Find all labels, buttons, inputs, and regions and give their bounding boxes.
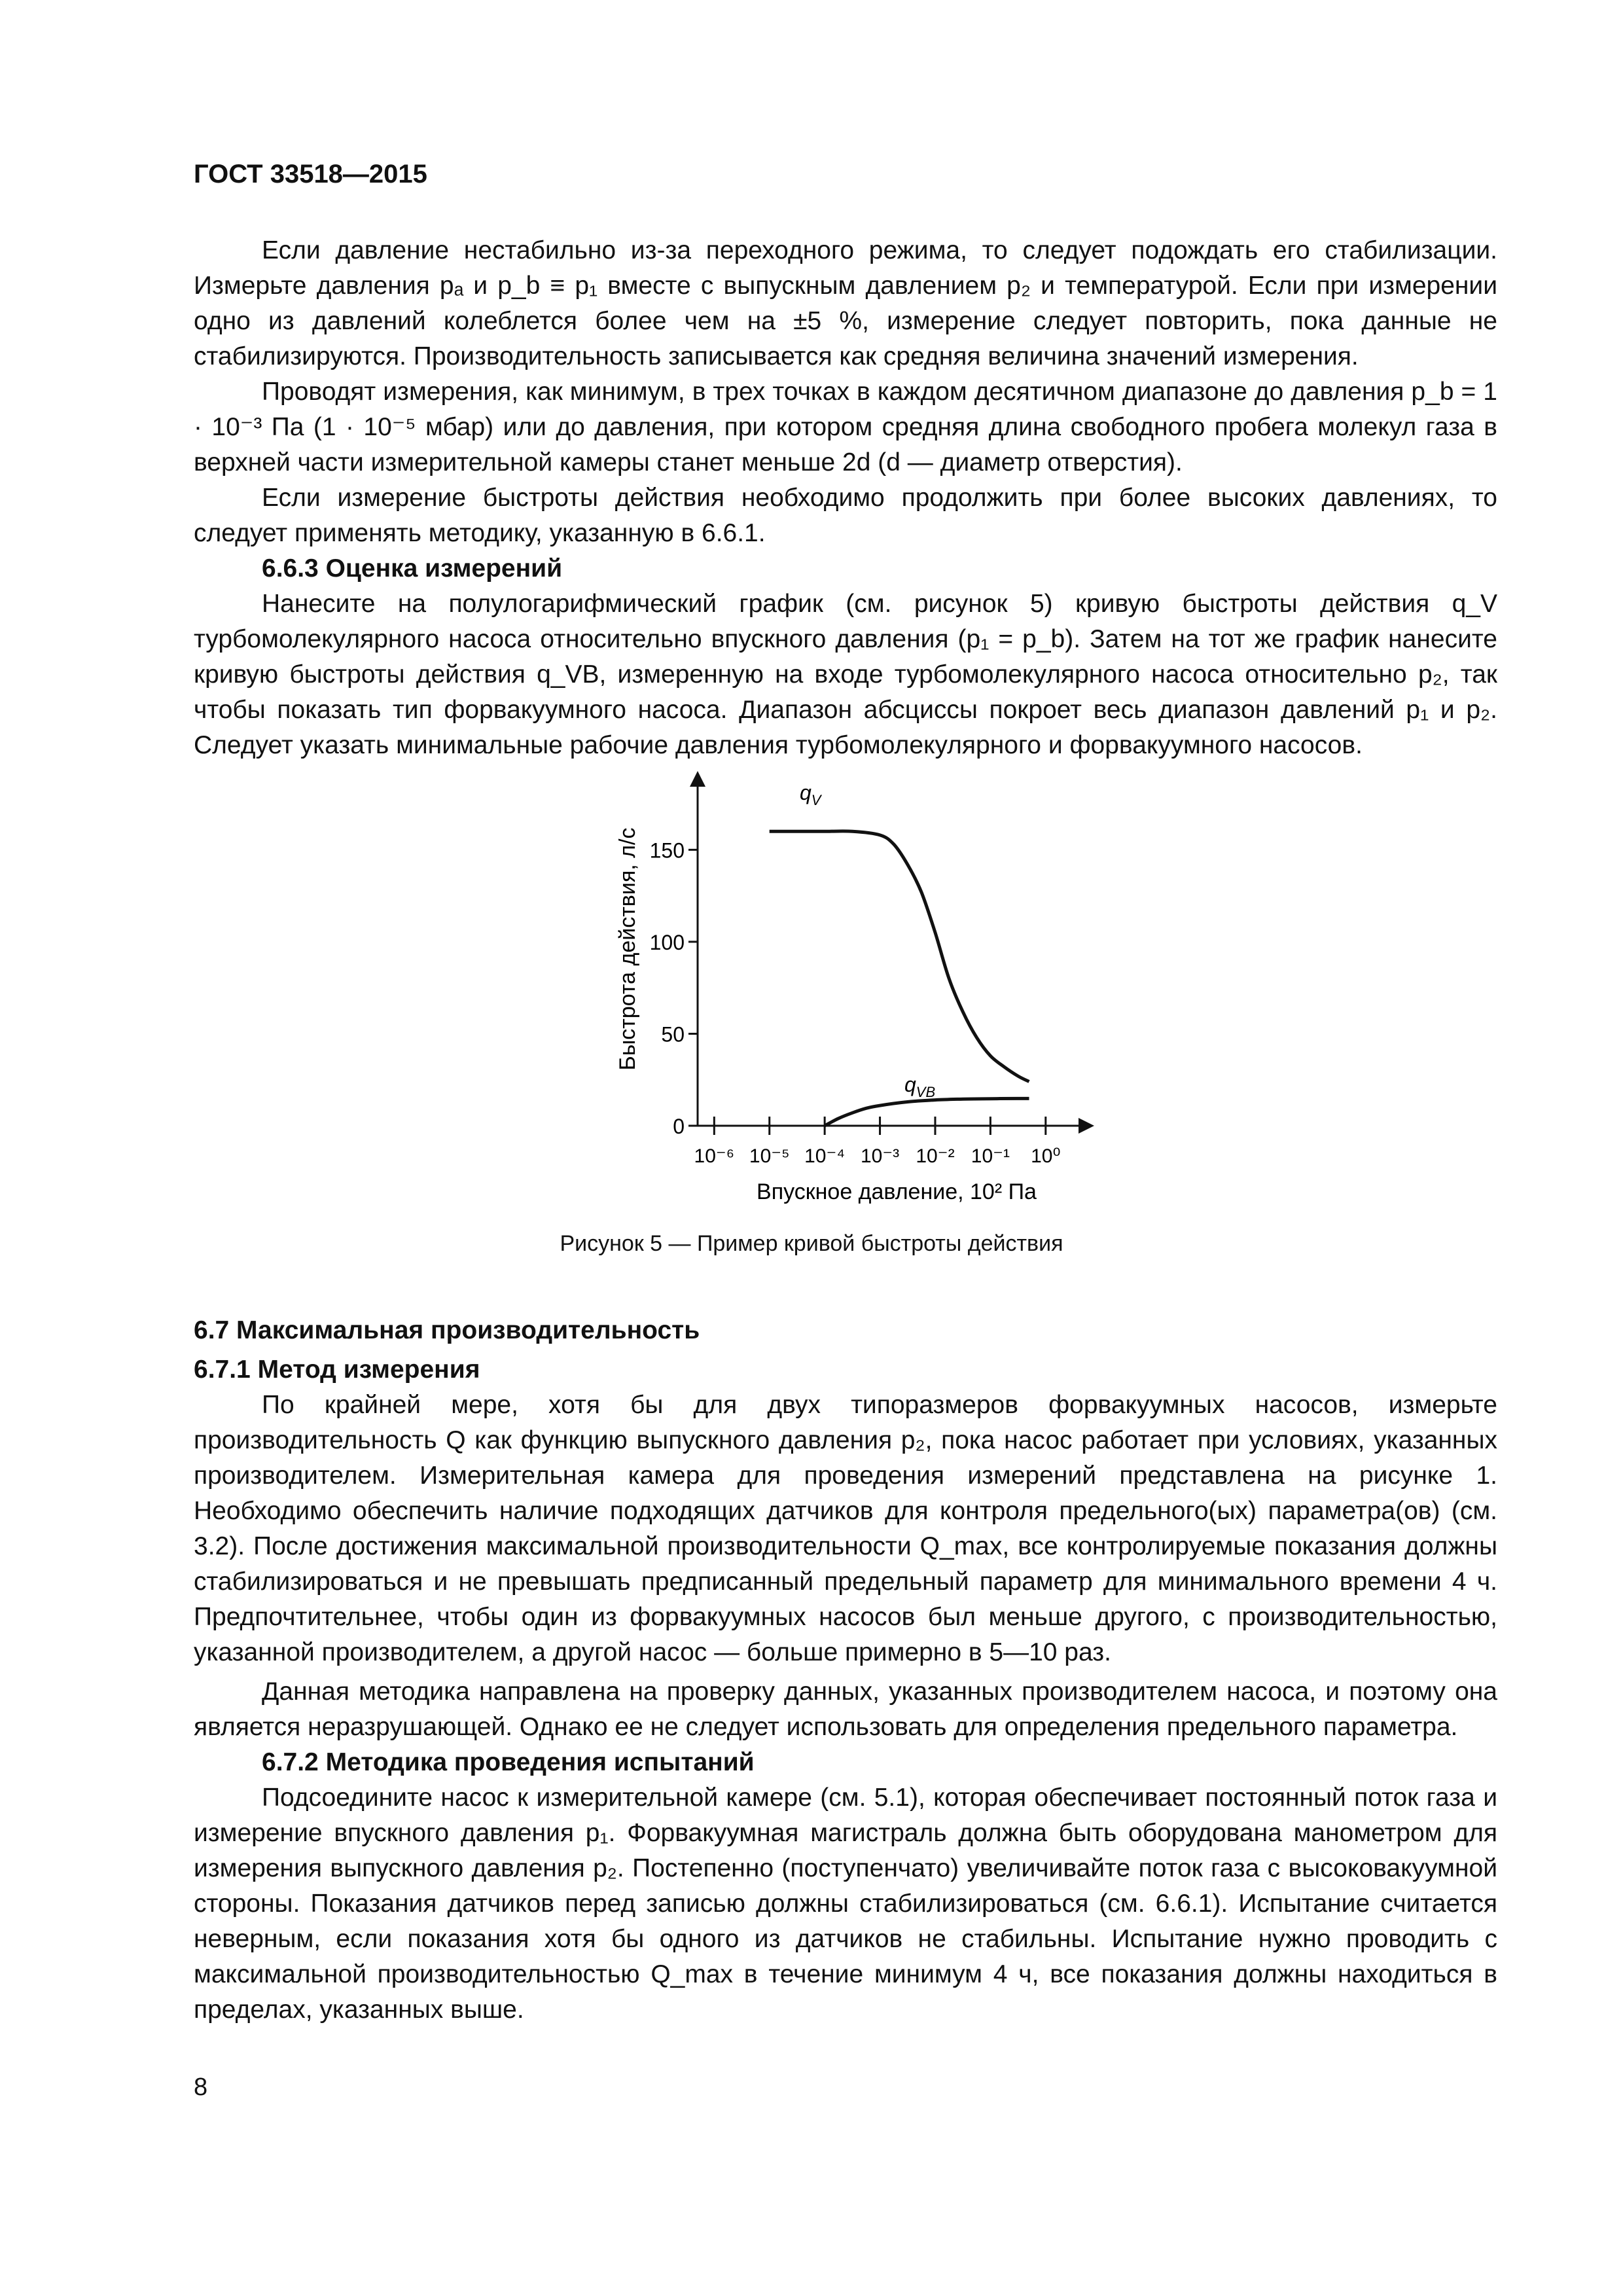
y-tick-label: 0 [673,1115,685,1138]
x-axis-label: Впускное давление, 10² Па [757,1179,1037,1204]
x-tick-label: 10⁰ [1031,1145,1061,1167]
paragraph-test-procedure: Подсоедините насос к измерительной камере (см. 5.1), которая обеспечивает постоянный поток газа и измерение впускного давления p₁. Форвакуумная магистраль должна быть оборудована манометром для измерения выпускного давления p₂. Постепенно (поступенчато) увеличивайте поток газа с высоковакуумной стороны. Показания датчиков перед записью должны стабилизироваться (см. 6.6.1). Испытание считается неверным, если показания хотя бы одного из датчиков не стабильны. Испытание нужно проводить с максимальной производительностью Q_max в течение минимум 4 ч, все показания должны находиться в пределах, указанных выше. [194,1784,1497,2024]
x-tick-label: 10⁻³ [860,1145,900,1167]
heading-6-7-1: 6.7.1 Метод измерения [194,1355,480,1384]
x-tick-label: 10⁻² [916,1145,955,1167]
x-tick-label: 10⁻⁶ [694,1145,735,1167]
paragraph-non-destructive: Данная методика направлена на проверку данных, указанных производителем насоса, и поэтому она является неразрушающей. Однако ее не следует использовать для определения предельного параметра. [194,1677,1497,1741]
paragraph-higher-pressures: Если измерение быстроты действия необходимо продолжить при более высоких давлениях, то следует применять методику, указанную в 6.6.1. [194,484,1497,547]
qvb-curve [825,1098,1029,1126]
figure-caption: Рисунок 5 — Пример кривой быстроты действия [560,1231,1063,1256]
paragraph-method: По крайней мере, хотя бы для двух типоразмеров форвакуумных насосов, измерьте производительность Q как функцию выпускного давления p₂, пока насос работает при условиях, указанных производителем. Измерительная камера для проведения измерений представлена на рисунке 1. Необходимо обеспечить наличие подходящих датчиков для контроля предельного(ых) параметра(ов) (см. 3.2). После достижения максимальной производительности Q_max, все контролируемые показания должны стабилизироваться и не превышать предписанный предельный параметр для минимального времени 4 ч. Предпочтительнее, чтобы один из форвакуумных насосов был меньше другого, с производительностью, указанной производителем, а другой насос — больше примерно в 5—10 раз. [194,1391,1497,1666]
x-tick-label: 10⁻¹ [971,1145,1010,1167]
document-header: ГОСТ 33518—2015 [194,160,427,188]
paragraph-measurement-points: Проводят измерения, как минимум, в трех точках в каждом десятичном диапазоне до давления p_b = 1 · 10⁻³ Па (1 · 10⁻⁵ мбар) или до давления, при котором средняя длина свободного пробега молекул газа в верхней части измерительной камеры станет меньше 2d (d — диаметр отверстия). [194,378,1497,476]
text-block-upper [194,233,1497,763]
speed-chart [576,759,1113,1217]
heading-6-6-3: 6.6.3 Оценка измерений [262,554,563,583]
figure-5 [576,759,1113,1221]
paragraph-evaluation: Нанесите на полулогарифмический график (см. рисунок 5) кривую быстроты действия q_V турбомолекулярного насоса относительно впускного давления (p₁ = p_b). Затем на тот же график нанесите кривую быстроты действия q_VB, измеренную на входе турбомолекулярного насоса относительно p₂, так чтобы показать тип форвакуумного насоса. Диапазон абсциссы покроет весь диапазон давлений p₁ и p₂. Следует указать минимальные рабочие давления турбомолекулярного и форвакуумного насосов. [194,590,1497,759]
qvb-label: $q_{VB}$ [904,1073,936,1100]
y-tick-label: 150 [649,838,685,863]
qv-curve [770,831,1029,1082]
page-number: 8 [194,2073,208,2101]
heading-6-7-2: 6.7.2 Методика проведения испытаний [262,1748,755,1776]
qv-label: $q_V$ [800,781,821,808]
text-block-lower [194,1313,1497,2028]
heading-6-7: 6.7 Максимальная производительность [194,1316,700,1344]
y-tick-label: 50 [661,1022,685,1047]
paragraph-stabilization: Если давление нестабильно из-за переходного режима, то следует подождать его стабилизации. Измерьте давления pₐ и p_b ≡ p₁ вместе с выпускным давлением p₂ и температурой. Если при измерении одно из давлений колеблется более чем на ±5 %, измерение следует повторить, пока данные не стабилизируются. Производительность записывается как средняя величина значений измерения. [194,236,1497,370]
x-tick-label: 10⁻⁴ [804,1145,846,1167]
x-tick-label: 10⁻⁵ [749,1145,790,1167]
y-axis-label: Быстрота действия, л/с [615,827,640,1071]
y-tick-label: 100 [649,930,685,954]
